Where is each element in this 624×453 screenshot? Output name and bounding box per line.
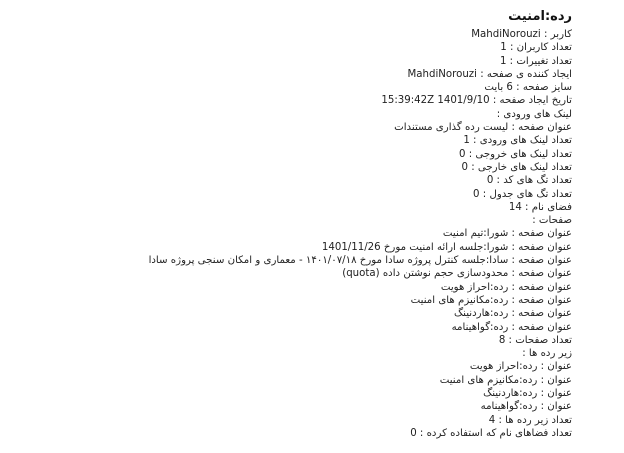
incoming-link-item: عنوان صفحه : لیست رده گذاری مستندات [394,122,572,134]
page-size-line: سایز صفحه : 6 بایت [484,82,572,94]
page-item: عنوان صفحه : شورا:جلسه ارائه امنیت مورخ 1401/11/26 [321,241,572,253]
incoming-links-count-line: تعداد لینک های ورودی : 1 [463,135,572,147]
external-links-count-line: تعداد لینک های خارجی : 0 [461,161,572,173]
pages-heading: صفحات : [532,215,572,227]
page-item: عنوان صفحه : محدودسازی حجم نوشتن داده (quota) [342,268,572,280]
subcategory-item: عنوان : رده:هاردنینگ [483,388,572,400]
table-tags-count-line: تعداد تگ های جدول : 0 [473,188,572,200]
page-item: عنوان صفحه : رده:مکانیزم های امنیت [410,294,572,306]
page-item: عنوان صفحه : رده:هاردنینگ [454,308,572,320]
page-item: عنوان صفحه : رده:گواهینامه [451,321,572,333]
subcategories-count-line: تعداد زیر رده ها : 4 [488,414,572,426]
users-count-line: تعداد کاربران : 1 [500,42,572,54]
subcategory-item: عنوان : رده:گواهینامه [480,401,572,413]
creation-date-line: تاریخ ایجاد صفحه : 1401/9/10 15:39:42Z [381,95,572,107]
page-item: عنوان صفحه : رده:احراز هویت [440,281,572,293]
namespaces-used-count-line: تعداد فضاهای نام که استفاده کرده : 0 [410,427,572,439]
namespace-line: فضای نام : 14 [508,201,572,213]
code-tags-count-line: تعداد تگ های کد : 0 [486,175,572,187]
subcategory-item: عنوان : رده:احراز هویت [469,361,572,373]
subcategories-heading: زیر رده ها : [522,348,572,360]
outgoing-links-count-line: تعداد لینک های خروجی : 0 [458,148,572,160]
page-creator-line: ایجاد کننده ی صفحه : MahdiNorouzi [407,68,572,80]
incoming-links-heading: لینک های ورودی : [496,108,572,120]
user-line: کاربر : MahdiNorouzi [471,29,572,40]
revisions-count-line: تعداد تغییرات : 1 [499,55,572,67]
page-title: رده:امنیت [508,9,572,24]
subcategory-item: عنوان : رده:مکانیزم های امنیت [439,374,572,386]
page-item: عنوان صفحه : سادا:جلسه کنترل پروژه سادا مورخ ۱۴۰۱/۰۷/۱۸ - معماری و امکان سنجی پروژه سادا [148,255,572,267]
page-item: عنوان صفحه : شورا:تیم امنیت [442,228,572,240]
pages-count-line: تعداد صفحات : 8 [498,334,572,346]
